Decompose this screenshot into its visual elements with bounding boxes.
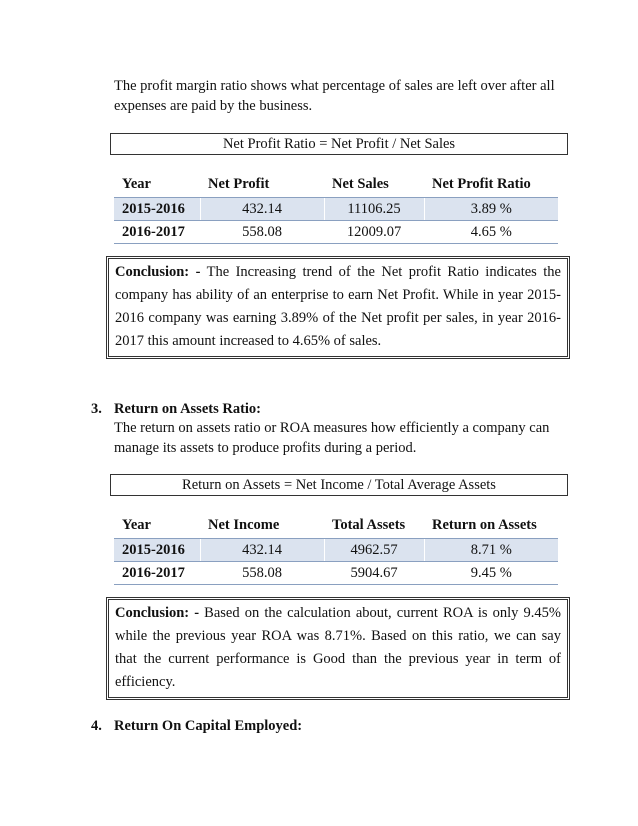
roa-heading-title: Return on Assets Ratio: [114, 401, 262, 417]
header-year: Year [122, 516, 151, 533]
profit-margin-intro: The profit margin ratio shows what percentage of sales are left over after all expenses are paid by the business. [114, 78, 555, 114]
conclusion-label: Conclusion: - [115, 264, 201, 280]
net-profit-ratio-formula: Net Profit Ratio = Net Profit / Net Sales [110, 133, 568, 155]
roa-conclusion-box [106, 597, 570, 700]
table-row [114, 221, 558, 244]
roa-heading-number: 3. [91, 401, 102, 417]
cell-year: 2015-2016 [114, 198, 200, 221]
cell-total-assets: 4962.57 [324, 539, 424, 562]
roce-heading [91, 716, 302, 736]
header-net-profit-ratio: Net Profit Ratio [432, 175, 531, 192]
table-header-row [114, 512, 558, 539]
header-net-income: Net Income [208, 516, 280, 533]
conclusion-label: Conclusion: - [115, 605, 200, 621]
header-return-on-assets: Return on Assets [432, 516, 537, 533]
table-row [114, 539, 558, 562]
header-year: Year [122, 175, 151, 192]
roa-table [114, 512, 558, 585]
roa-heading [91, 399, 261, 419]
cell-year: 2016-2017 [114, 562, 200, 585]
cell-total-assets: 5904.67 [324, 562, 424, 585]
cell-net-income: 432.14 [200, 539, 324, 562]
cell-return-on-assets: 8.71 % [424, 539, 558, 562]
table-header-row [114, 171, 558, 198]
cell-year: 2015-2016 [114, 539, 200, 562]
header-total-assets: Total Assets [332, 516, 406, 533]
cell-net-sales: 11106.25 [324, 198, 424, 221]
table-row [114, 562, 558, 585]
cell-net-profit: 432.14 [200, 198, 324, 221]
header-net-sales: Net Sales [332, 175, 389, 192]
cell-net-profit: 558.08 [200, 221, 324, 244]
net-profit-table [114, 171, 558, 244]
profit-conclusion-box [106, 256, 570, 359]
roce-heading-title: Return On Capital Employed: [114, 718, 303, 734]
roce-heading-number: 4. [91, 718, 102, 734]
cell-net-profit-ratio: 3.89 % [424, 198, 558, 221]
header-net-profit: Net Profit [208, 175, 270, 192]
conclusion-text: Based on the calculation about, current ROA is only 9.45% while the previous year ROA was 8.71%. Based on this ratio, we can say that the current performance is Good than the previous year in term of efficiency. [115, 605, 561, 690]
table-row [114, 198, 558, 221]
cell-return-on-assets: 9.45 % [424, 562, 558, 585]
roa-intro: The return on assets ratio or ROA measures how efficiently a company can manage its assets to produce profits during a period. [114, 420, 550, 456]
conclusion-text: The Increasing trend of the Net profit Ratio indicates the company has ability of an enterprise to earn Net Profit. While in year 2015-2016 company was earning 3.89% of the Net profit per sales, in year 2016-2017 this amount increased to 4.65% of sales. [115, 264, 561, 349]
cell-net-profit-ratio: 4.65 % [424, 221, 558, 244]
cell-net-sales: 12009.07 [324, 221, 424, 244]
cell-net-income: 558.08 [200, 562, 324, 585]
cell-year: 2016-2017 [114, 221, 200, 244]
roa-formula: Return on Assets = Net Income / Total Average Assets [110, 474, 568, 496]
